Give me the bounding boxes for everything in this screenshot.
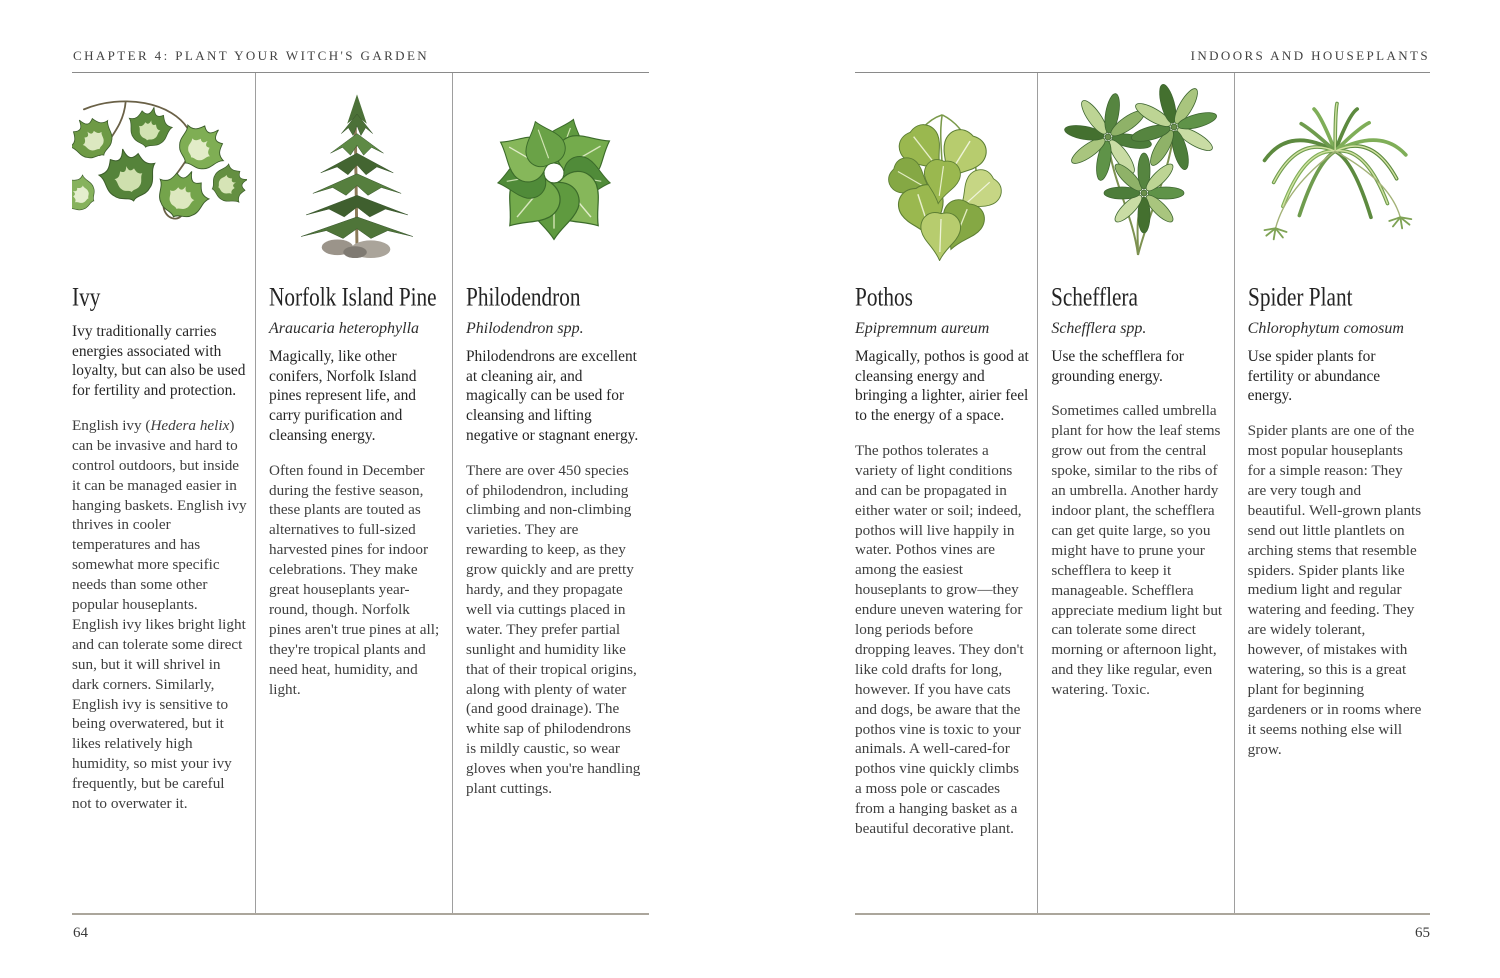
- page-left: [72, 72, 649, 915]
- philodendron-illustration: [469, 91, 639, 261]
- description-text: ) can be invasive and hard to control outdoors, but inside it can be managed easier in hanging baskets. English ivy thrives in cooler temperatures and has somewhat more specific needs than some other popular houseplants. English ivy likes bright light and can tolerate some direct sun, but it will shrivel in dark corners. Similarly, English ivy is sensitive to being overwatered, but it likes relatively high humidity, so mist your ivy frequently, but be careful not to overwater it.: [72, 416, 247, 813]
- plant-illustration-area: [72, 73, 247, 285]
- norfolk-island-pine-illustration: [277, 65, 437, 261]
- plant-entry-spider-plant: [1234, 73, 1430, 913]
- plant-illustration-area: [269, 73, 444, 285]
- page-right: [855, 72, 1430, 915]
- plant-entry-schefflera: [1037, 73, 1233, 913]
- plant-entry-norfolk-island-pine: [255, 73, 452, 913]
- plant-latin-name: Epipremnum aureum: [855, 320, 990, 337]
- plant-description: Often found in December during the festive season, these plants are touted as alternatives to full-sized harvested pines for indoor celebrations. They make great houseplants year-round, though. Norfolk pines aren't true pines at all; they're tropical plants and need heat, humidity, and light.: [269, 461, 440, 698]
- plant-name: Philodendron: [466, 283, 581, 312]
- plant-name: Spider Plant: [1247, 283, 1353, 312]
- plant-entry-philodendron: [452, 73, 649, 913]
- description-text: English ivy (: [72, 416, 151, 434]
- plant-illustration-area: [466, 73, 641, 285]
- page-number-left: 64: [73, 925, 88, 941]
- running-head-chapter: CHAPTER 4: PLANT YOUR WITCH'S GARDEN: [73, 48, 430, 63]
- plant-name: Norfolk Island Pine: [269, 283, 437, 312]
- plant-illustration-area: [855, 73, 1029, 285]
- plant-magical-intro: Magically, like other conifers, Norfolk Island pines represent life, and carry purification and cleansing energy.: [269, 348, 417, 444]
- plant-magical-intro: Magically, pothos is good at cleansing energy and bringing a lighter, airier feel to the energy of a space.: [855, 348, 1029, 425]
- plant-description: [72, 416, 247, 814]
- plant-magical-intro: Use spider plants for fertility or abundance energy.: [1247, 348, 1381, 405]
- schefflera-illustration: [1053, 79, 1223, 261]
- plant-illustration-area: [1248, 73, 1422, 285]
- plant-magical-intro: Use the schefflera for grounding energy.: [1051, 348, 1184, 385]
- plant-name: Pothos: [855, 283, 913, 312]
- plant-latin-name: Philodendron spp.: [466, 320, 584, 337]
- plant-entry-pothos: [855, 73, 1037, 913]
- ivy-illustration: [72, 89, 247, 261]
- pothos-illustration: [855, 83, 1029, 261]
- plant-latin-name: Araucaria heterophylla: [269, 320, 420, 337]
- plant-description: There are over 450 species of philodendron, including climbing and non-climbing varieties. They are rewarding to keep, as they grow quickly and are pretty hardy, and they propagate well via cuttings placed in water. They prefer partial sunlight and humidity like that of their tropical origins, along with plenty of water (and good drainage). The white sap of philodendrons is mildly caustic, so wear gloves when you're handling plant cuttings.: [466, 461, 641, 798]
- plant-latin-name: Schefflera spp.: [1051, 320, 1147, 337]
- plant-latin-name: Chlorophytum comosum: [1247, 320, 1404, 337]
- plant-entry-ivy: [72, 73, 255, 913]
- plant-illustration-area: [1051, 73, 1225, 285]
- spider-plant-illustration: [1248, 91, 1422, 261]
- plant-name: Ivy: [72, 283, 101, 312]
- running-head-section: INDOORS AND HOUSEPLANTS: [1190, 48, 1430, 63]
- plant-magical-intro: Philodendrons are excellent at cleaning air, and magically can be used for cleansing and lifting negative or stagnant energy.: [466, 348, 639, 444]
- species-name-inline: Hedera helix: [150, 416, 230, 434]
- plant-name: Schefflera: [1051, 283, 1139, 312]
- plant-description: Spider plants are one of the most popular houseplants for a simple reason: They are very tough and beautiful. Well-grown plants send out little plantlets on arching stems that resemble spiders. Spider plants like medium light and regular watering and feeding. They are widely tolerant, however, of mistakes with watering, so this is a great plant for beginning gardeners or in rooms where it seems nothing else will grow.: [1247, 422, 1422, 758]
- page-number-right: 65: [1415, 925, 1430, 941]
- plant-description: Sometimes called umbrella plant for how the leaf stems grow out from the central spoke, similar to the ribs of an umbrella. Another hardy indoor plant, the schefflera can get quite large, so you might have to prune your schefflera to keep it manageable. Schefflera appreciate medium light but can tolerate some direct morning or afternoon light, and they like regular, even watering. Toxic.: [1051, 402, 1223, 699]
- plant-magical-intro: Ivy traditionally carries energies associated with loyalty, but can also be used for fertility and protection.: [72, 323, 246, 400]
- plant-description: The pothos tolerates a variety of light conditions and can be propagated in either water or soil; indeed, pothos will live happily in water. Pothos vines are among the easiest houseplants to grow—they endure uneven watering for long periods before dropping leaves. They don't like cold drafts for long, however. If you have cats and dogs, be aware that the pothos vine is toxic to your animals. A well-cared-for pothos vine quickly climbs a moss pole or cascades from a hanging basket as a beautiful decorative plant.: [855, 441, 1024, 838]
